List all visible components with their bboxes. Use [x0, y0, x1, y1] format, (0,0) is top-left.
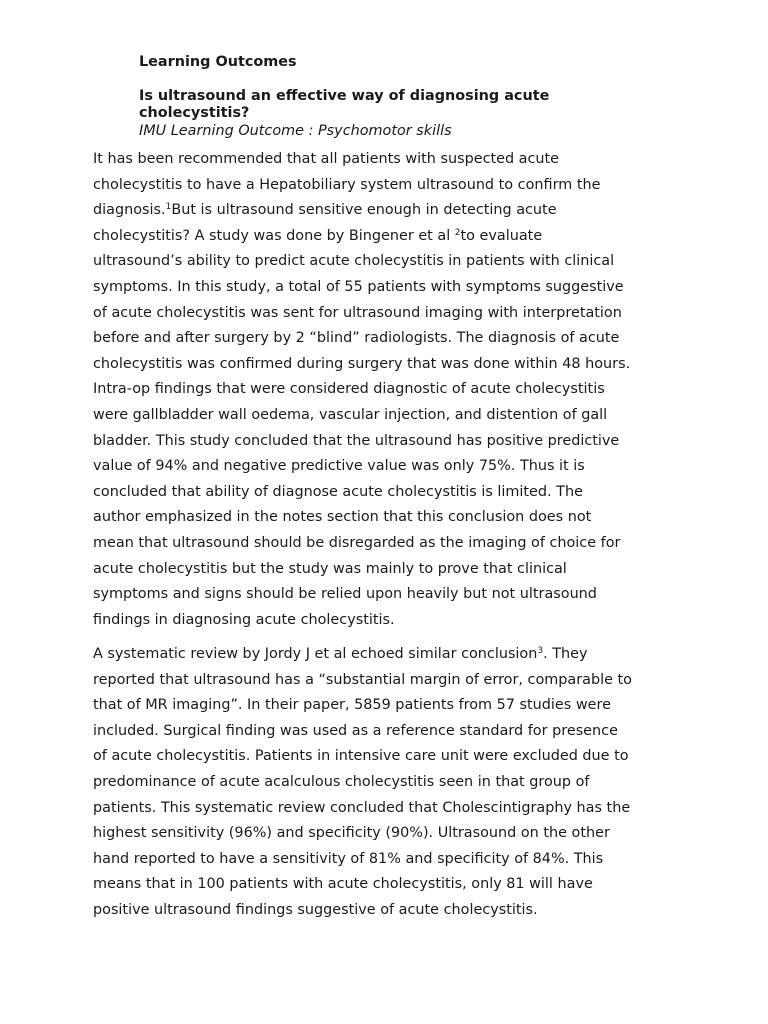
text-line	[93, 224, 685, 250]
text-span: diagnosis.	[93, 202, 166, 219]
text-line: means that in 100 patients with acute cholecystitis, only 81 will have	[93, 876, 593, 893]
citation-superscript: 1	[165, 202, 172, 213]
text-line: reported that ultrasound has a “substantial margin of error, comparable to	[93, 671, 632, 688]
text-span: . They	[543, 646, 588, 662]
text-line: symptoms and signs should be relied upon heavily but not ultrasound	[93, 586, 597, 603]
text-line: concluded that ability of diagnose acute cholecystitis is limited. The	[93, 483, 583, 500]
paragraph-bingener-study	[93, 147, 685, 633]
paragraph-systematic-review	[93, 642, 685, 924]
text-span: cholecystitis? A study was done by Bingener et al	[93, 227, 455, 244]
text-line: ultrasound’s ability to predict acute cholecystitis in patients with clinical	[93, 253, 615, 270]
learning-outcome-subtitle: IMU Learning Outcome : Psychomotor skills	[139, 123, 452, 139]
text-line: acute cholecystitis but the study was mainly to prove that clinical	[93, 560, 567, 577]
question-heading-line: cholecystitis?	[139, 105, 250, 121]
text-line: mean that ultrasound should be disregarded as the imaging of choice for	[93, 534, 621, 551]
citation-superscript: 2	[454, 227, 461, 238]
text-line: patients. This systematic review concluded that Cholescintigraphy has the	[93, 799, 631, 816]
text-line: findings in diagnosing acute cholecystitis.	[93, 611, 395, 628]
question-heading-line: Is ultrasound an effective way of diagnosing acute	[139, 88, 550, 104]
text-span: But is ultrasound sensitive enough in detecting acute	[171, 202, 557, 219]
question-heading	[139, 88, 619, 122]
text-line: predominance of acute acalculous cholecystitis seen in that group of	[93, 773, 590, 790]
text-line: were gallbladder wall oedema, vascular injection, and distention of gall	[93, 406, 608, 423]
text-line: hand reported to have a sensitivity of 81% and specificity of 84%. This	[93, 850, 604, 867]
text-line: positive ultrasound findings suggestive of acute cholecystitis.	[93, 901, 538, 918]
text-line: before and after surgery by 2 “blind” radiologists. The diagnosis of acute	[93, 330, 620, 347]
text-line: of acute cholecystitis was sent for ultrasound imaging with interpretation	[93, 304, 622, 321]
learning-outcomes-heading: Learning Outcomes	[139, 54, 297, 70]
text-line: cholecystitis was confirmed during surgery that was done within 48 hours.	[93, 355, 631, 372]
citation-superscript: 3	[537, 646, 544, 656]
text-span: A systematic review by Jordy J et al echoed similar conclusion	[93, 646, 538, 662]
text-span: to evaluate	[460, 227, 543, 244]
text-line	[93, 642, 685, 668]
text-line: value of 94% and negative predictive value was only 75%. Thus it is	[93, 458, 585, 475]
text-line: author emphasized in the notes section that this conclusion does not	[93, 509, 592, 526]
text-line: included. Surgical finding was used as a reference standard for presence	[93, 722, 618, 739]
text-line: that of MR imaging”. In their paper, 5859 patients from 57 studies were	[93, 697, 611, 714]
text-line: of acute cholecystitis. Patients in intensive care unit were excluded due to	[93, 748, 629, 765]
text-line: It has been recommended that all patients with suspected acute	[93, 151, 560, 167]
text-line: highest sensitivity (96%) and specificity (90%). Ultrasound on the other	[93, 825, 610, 842]
text-line: Intra-op findings that were considered diagnostic of acute cholecystitis	[93, 381, 605, 398]
text-line	[93, 198, 685, 224]
text-line: bladder. This study concluded that the ultrasound has positive predictive	[93, 432, 620, 449]
text-line: symptoms. In this study, a total of 55 patients with symptoms suggestive	[93, 278, 624, 295]
text-line: cholecystitis to have a Hepatobiliary system ultrasound to confirm the	[93, 176, 601, 193]
